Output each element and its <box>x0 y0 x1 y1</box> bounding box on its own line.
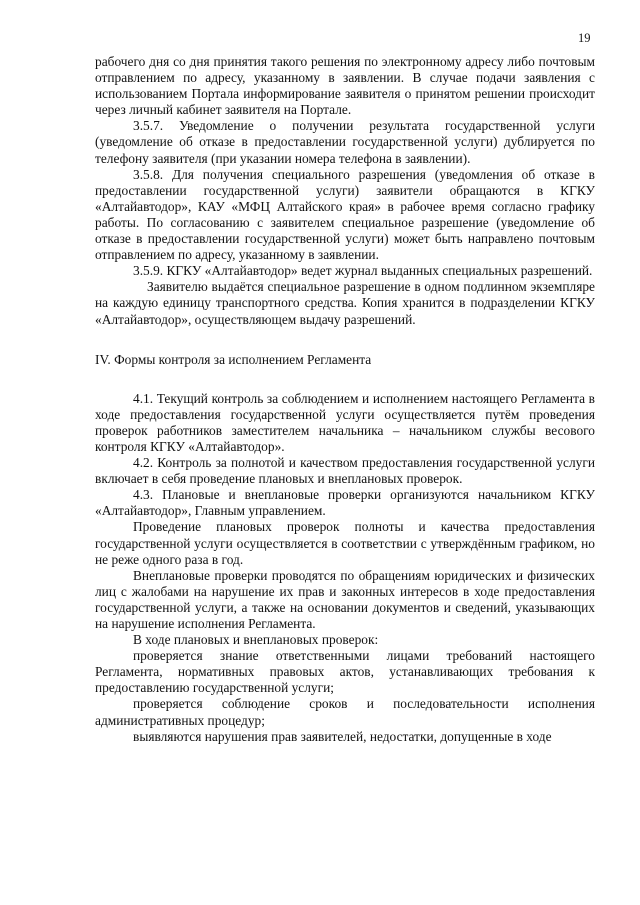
paragraph-unplanned-checks: Внеплановые проверки проводятся по обращениям юридических и физических лиц с жалобами на нарушение их прав и законных интересов в ходе предоставления государственной услуги, а также на основании документов и сведений, указывающих на нарушение исполнения Регламента. <box>95 567 595 631</box>
paragraph-permit-issue: Заявителю выдаётся специальное разрешение в одном подлинном экземпляре на каждую единицу транспортного средства. Копия хранится в подразделении КГКУ «Алтайавтодор», осуществляющем выдачу разрешений. <box>95 279 595 327</box>
paragraph-check-knowledge: проверяется знание ответственными лицами требований настоящего Регламента, нормативных правовых актов, устанавливающих требования к предоставлению государственной услуги; <box>95 648 595 696</box>
paragraph-3-5-8: 3.5.8. Для получения специального разрешения (уведомления об отказе в предоставлении государственной услуги) заявители обращаются в КГКУ «Алтайавтодор», КАУ «МФЦ Алтайского края» в рабочее время согласно графику работы. По согласованию с заявителем специальное разрешение (уведомление об отказе в предоставлении государственной услуги) может быть направлено почтовым отправлением по адресу, указанному в заявлении. <box>95 166 595 263</box>
paragraph-continuation: рабочего дня со дня принятия такого решения по электронному адресу либо почтовым отправлением по адресу, указанному в заявлении. В случае подачи заявления с использованием Портала информирование заявителя о принятом решении происходит через личный кабинет заявителя на Портале. <box>95 54 595 118</box>
paragraph-during-checks: В ходе плановых и внеплановых проверок: <box>133 632 379 648</box>
paragraph-4-3: 4.3. Плановые и внеплановые проверки организуются начальником КГКУ «Алтайавтодор», Главным управлением. <box>95 487 595 519</box>
document-body <box>95 54 595 745</box>
paragraph-4-1: 4.1. Текущий контроль за соблюдением и исполнением настоящего Регламента в ходе предоставления государственной услуги осуществляется путём проведения проверок работников заместителем начальника – начальником службы весового контроля КГКУ «Алтайавтодор». <box>95 390 595 454</box>
paragraph-3-5-7: 3.5.7. Уведомление о получении результата государственной услуги (уведомление об отказе в предоставлении государственной услуги) дублируется по телефону заявителя (при указании номера телефона в заявлении). <box>95 118 595 166</box>
paragraph-planned-checks: Проведение плановых проверок полноты и качества предоставления государственной услуги осуществляется в соответствии с утверждённым графиком, но не реже одного раза в год. <box>95 519 595 567</box>
section-heading: IV. Формы контроля за исполнением Регламента <box>95 351 372 367</box>
paragraph-check-deadlines: проверяется соблюдение сроков и последовательности исполнения административных процедур; <box>95 696 595 728</box>
paragraph-4-2: 4.2. Контроль за полнотой и качеством предоставления государственной услуги включает в себя проведение плановых и внеплановых проверок. <box>95 455 595 487</box>
page-number: 19 <box>578 31 591 45</box>
paragraph-3-5-9: 3.5.9. КГКУ «Алтайавтодор» ведет журнал выданных специальных разрешений. <box>133 263 593 279</box>
paragraph-check-violations: выявляются нарушения прав заявителей, недостатки, допущенные в ходе <box>133 728 552 744</box>
